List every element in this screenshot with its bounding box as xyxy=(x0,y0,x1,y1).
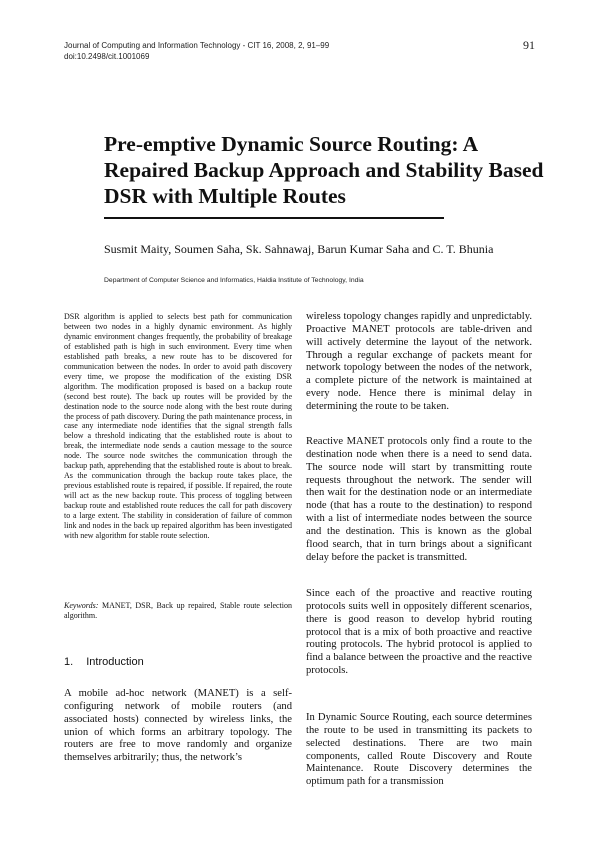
keywords xyxy=(64,601,292,621)
body-paragraph-proactive: wireless topology changes rapidly and unpredictably. Proactive MANET protocols are table-driven and will actively determine the layout of the network. Through a regular exchange of packets meant for network topology between the nodes of the network, a complete picture of the network is maintained at every node. Hence there is minimal delay in determining the route to be taken. xyxy=(306,311,532,412)
keywords-text: MANET, DSR, Back up repaired, Stable route selection algorithm. xyxy=(64,601,293,620)
paper-title: Pre-emptive Dynamic Source Routing: A Repaired Backup Approach and Stability Based DSR with Multiple Routes xyxy=(104,132,544,208)
abstract: DSR algorithm is applied to selects best path for communication between two nodes in a highly dynamic environment. As highly dynamic environment changes frequently, the probability of breakage of established path is high in such environment. Every time when established path breaks, a new route has to be discovered for communication between the nodes. In order to avoid path discovery every time, we propose the modification of the existing DSR algorithm. The modification proposed is based on a backup route (second best route). The back up routes will be provided by the destination node to the source node along with the best route during the process of path discovery. During the path maintenance process, in case any intermediate node identifies that the signal strength falls below a threshold indicating that the established route is about to break, the intermediate node sends a caution message to the source node. The source node switches the communication through the backup path, apprehending that the established route is about to break. As the communication through the backup route takes place, the previous established route is repaired, if possible. If repaired, the route will act as the new backup route. This process of toggling between backup route and established route reduces the call for path discovery to a large extent. The stability in consideration of failure of common link and nodes in the back up repaired algorithm has been investigated with new algorithm for stable route selection. xyxy=(64,312,292,540)
keywords-label: Keywords: xyxy=(64,601,99,610)
journal-citation: Journal of Computing and Information Technology - CIT 16, 2008, 2, 91–99 xyxy=(64,41,330,50)
body-paragraph-dsr: In Dynamic Source Routing, each source determines the route to be used in transmitting its packets to selected destinations. There are two main components, called Route Discovery and Route Maintenance. Route Discovery determines the optimum path for a transmission xyxy=(306,712,532,788)
affiliation: Department of Computer Science and Informatics, Haldia Institute of Technology, India xyxy=(104,277,364,284)
body-paragraph-hybrid: Since each of the proactive and reactive routing protocols suits well in oppositely different scenarios, there is good reason to develop hybrid routing protocol that is a mix of both proactive and reactive routing protocols. The hybrid protocol is applied to find a balance between the proactive and the reactive protocols. xyxy=(306,588,532,677)
body-paragraph-reactive: Reactive MANET protocols only find a route to the destination node when there is a need to send data. The source node will start by transmitting route requests throughout the network. The sender will then wait for the destination node or an intermediate node (that has a route to the destination) to respond with a list of intermediate nodes between the source and the destination. This is known as the global flood search, that in turn brings about a significant delay before the packet is transmitted. xyxy=(306,436,532,563)
title-rule xyxy=(104,217,444,219)
intro-paragraph: A mobile ad-hoc network (MANET) is a self-configuring network of mobile routers (and associated hosts) connected by wireless links, the union of which forms an arbitrary topology. The routers are free to move randomly and organize themselves arbitrarily; thus, the network’s xyxy=(64,688,292,764)
doi: doi:10.2498/cit.1001069 xyxy=(64,52,150,61)
section-title: Introduction xyxy=(86,656,144,668)
page-number: 91 xyxy=(523,38,535,52)
running-header xyxy=(64,40,329,62)
author-list: Susmit Maity, Soumen Saha, Sk. Sahnawaj, Barun Kumar Saha and C. T. Bhunia xyxy=(104,242,494,256)
section-heading xyxy=(64,656,144,668)
section-number: 1. xyxy=(64,656,74,668)
